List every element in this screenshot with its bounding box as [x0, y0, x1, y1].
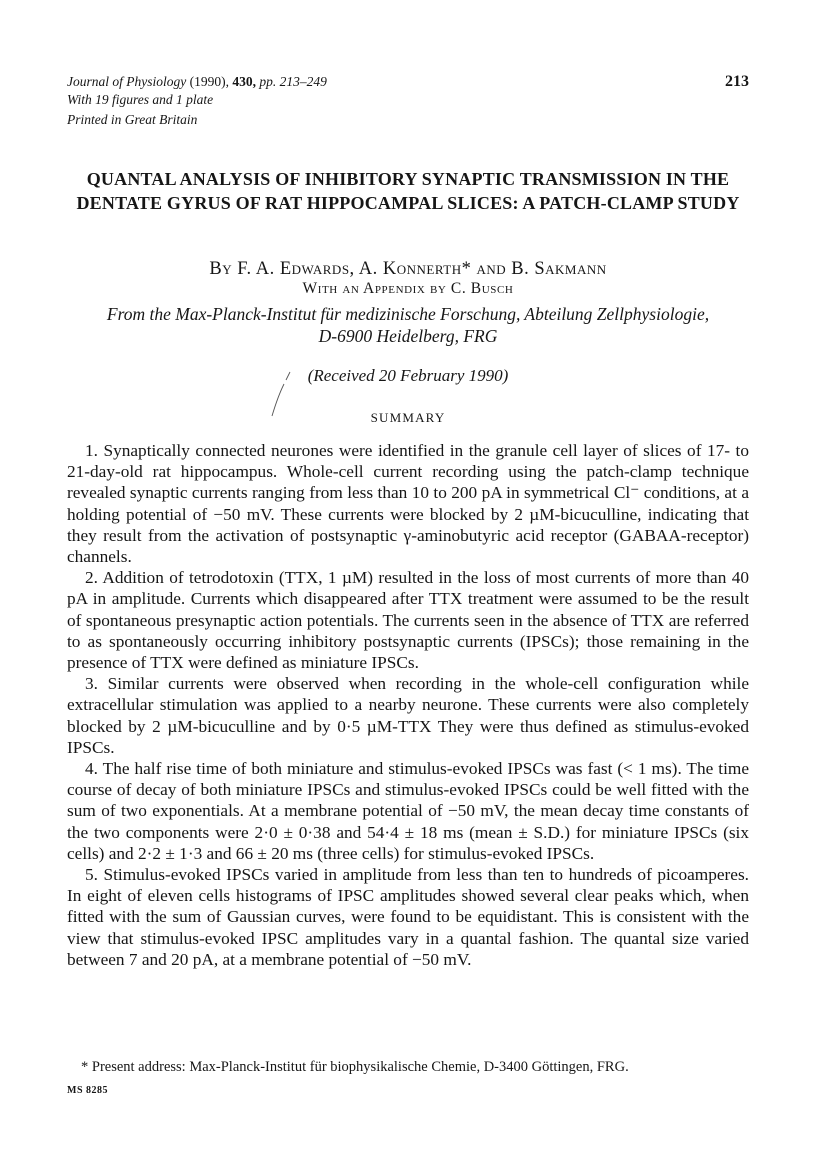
- journal-year: (1990),: [189, 74, 229, 89]
- printed-note: Printed in Great Britain: [67, 112, 198, 127]
- journal-volume: 430,: [232, 74, 256, 89]
- author-line: [60, 258, 756, 280]
- affiliation-line-2: D-6900 Heidelberg, FRG: [318, 326, 498, 346]
- appendix-line: [60, 279, 756, 299]
- summary-paragraph-2: 2. Addition of tetrodotoxin (TTX, 1 µM) resulted in the loss of most currents of more than 40 pA in amplitude. Currents which disappeared after TTX treatment were assumed to be the result of spontaneous presynaptic action potentials. The currents seen in the absence of TTX are referred to as spontaneously occurring inhibitory postsynaptic currents (IPSCs); those remaining in the presence of TTX were defined as miniature IPSCs.: [67, 568, 749, 673]
- summary-paragraph-5: 5. Stimulus-evoked IPSCs varied in amplitude from less than ten to hundreds of picoamperes. In eight of eleven cells histograms of IPSC amplitudes showed several clear peaks which, when fitted with the sum of Gaussian curves, were found to be equidistant. This is consistent with the view that stimulus-evoked IPSC amplitudes vary in a quantal fashion. The quantal size varied between 7 and 20 pA, at a membrane potential of −50 mV.: [67, 865, 749, 969]
- summary-paragraph-1: 1. Synaptically connected neurones were identified in the granule cell layer of slices of 17- to 21-day-old rat hippocampus. Whole-cell current recording using the patch-clamp technique revealed synaptic currents ranging from less than 10 to 200 pA in symmetrical Cl⁻ conditions, at a holding potential of −50 mV. These currents were blocked by 2 µM-bicuculline, indicating that they result from the activation of postsynaptic γ-aminobutyric acid receptor (GABAA-receptor) channels.: [67, 441, 749, 567]
- manuscript-code: MS 8285: [67, 1085, 108, 1096]
- summary-heading: SUMMARY: [370, 410, 446, 425]
- running-header: [67, 73, 749, 129]
- citation-line: [67, 73, 749, 91]
- journal-name: Journal of Physiology: [67, 74, 187, 89]
- received-date: (Received 20 February 1990): [307, 366, 509, 385]
- affiliation: [60, 303, 756, 347]
- summary-paragraph-4: 4. The half rise time of both miniature and stimulus-evoked IPSCs was fast (< 1 ms). The time course of decay of both miniature IPSCs and stimulus-evoked IPSCs could be well fitted with the sum of two exponentials. At a membrane potential of −50 mV, the mean decay time constants of the two components were 2·0 ± 0·38 and 54·4 ± 18 ms (mean ± S.D.) for miniature IPSCs (six cells) and 2·2 ± 1·3 and 66 ± 20 ms (three cells) for stimulus-evoked IPSCs.: [67, 759, 749, 863]
- footnote: * Present address: Max-Planck-Institut für biophysikalische Chemie, D-3400 Göttingen, FRG.: [81, 1059, 629, 1075]
- authors: By F. A. Edwards, A. Konnerth* and B. Sakmann: [209, 259, 607, 279]
- appendix-author: With an Appendix by C. Busch: [302, 280, 514, 297]
- paper-title: QUANTAL ANALYSIS OF INHIBITORY SYNAPTIC TRANSMISSION IN THE DENTATE GYRUS OF RAT HIPPOCAMPAL SLICES: A PATCH-CLAMP STUDY: [76, 169, 740, 213]
- summary-paragraph-3: 3. Similar currents were observed when recording in the whole-cell configuration while extracellular stimulation was applied to a nearby neurone. These currents were also completely blocked by 2 µM-bicuculline and by 0·5 µM-TTX They were thus defined as stimulus-evoked IPSCs.: [67, 674, 749, 757]
- page-number: 213: [725, 73, 749, 90]
- journal-pages: pp. 213–249: [259, 74, 327, 89]
- affiliation-line-1: From the Max-Planck-Institut für medizinische Forschung, Abteilung Zellphysiologie,: [106, 304, 710, 324]
- summary-body: [67, 440, 749, 970]
- figures-note: With 19 figures and 1 plate: [67, 92, 214, 107]
